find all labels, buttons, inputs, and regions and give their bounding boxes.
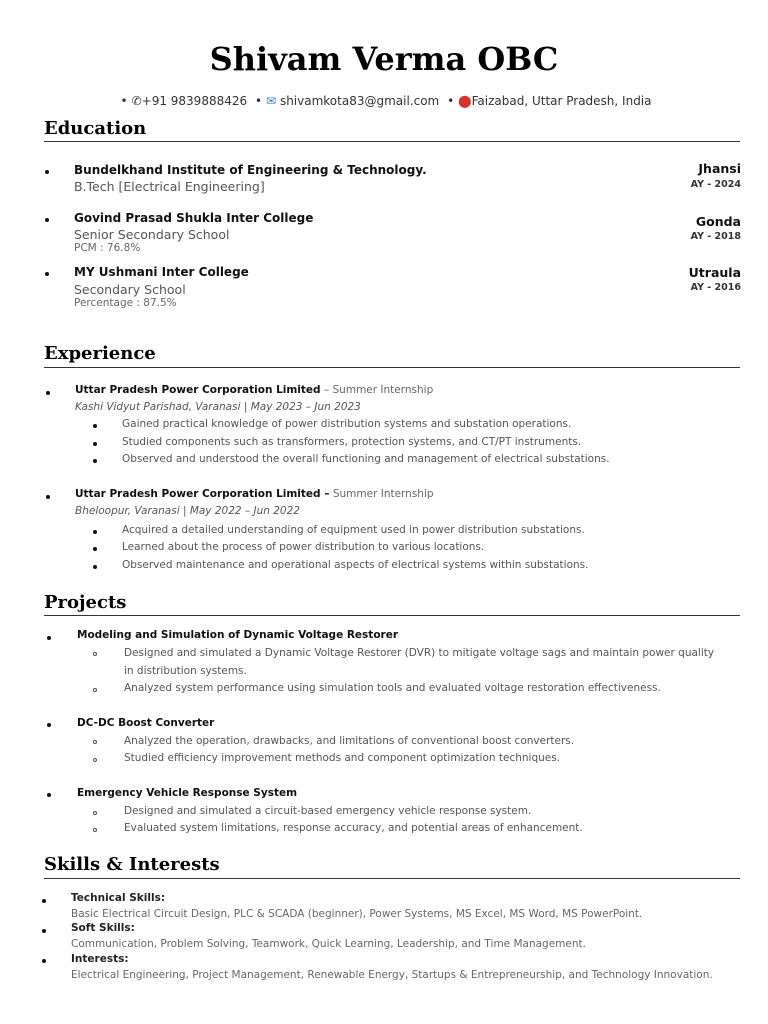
circle-bullet-icon [93,652,97,656]
bullet-icon [42,959,46,963]
bullet-icon [42,899,46,903]
education-location: Utraula [688,265,741,280]
skill-category-technical: Technical Skills: [71,892,166,904]
project-point: Designed and simulated a Dynamic Voltage Restorer (DVR) to mitigate voltage sags and maintain power quality [124,647,715,659]
experience-organization: Uttar Pradesh Power Corporation Limited – Summer Internship [75,488,434,500]
skill-values-interests: Electrical Engineering, Project Management, Renewable Energy, Startups & Entrepreneurship, and Technology Innovation. [71,969,713,981]
project-title: DC-DC Boost Converter [77,717,215,729]
project-point: Evaluated system limitations, response accuracy, and potential areas of enhancement. [124,822,583,834]
contact-line: • ✆+91 9839888426 • ✉ shivamkota83@gmail.com • ⬤Faizabad, Uttar Pradesh, India [120,94,652,108]
section-divider [44,367,740,368]
experience-place-date: Bheloopur, Varanasi | May 2022 – Jun 2022 [75,505,300,517]
experience-role: Summer Internship [332,384,434,396]
section-title-education: Education [44,118,147,139]
experience-role: Summer Internship [332,488,434,500]
section-divider [44,615,740,616]
section-title-experience: Experience [44,343,156,364]
education-institution: Bundelkhand Institute of Engineering & Technology. [74,163,427,177]
bullet-icon [93,547,97,551]
email-address[interactable]: shivamkota83@gmail.com [279,94,440,108]
experience-point: Studied components such as transformers, protection systems, and CT/PT instruments. [122,436,582,448]
bullet-icon [45,218,49,222]
bullet-icon [47,793,51,797]
bullet-icon [47,636,51,640]
project-point: Studied efficiency improvement methods and component optimization techniques. [124,752,561,764]
experience-point: Observed maintenance and operational aspects of electrical systems within substations. [122,559,589,571]
section-divider [44,878,740,879]
education-year: AY - 2018 [690,231,741,242]
skill-category-soft: Soft Skills: [71,922,135,934]
education-degree: Secondary School [74,282,186,297]
education-year: AY - 2024 [690,179,741,190]
experience-point: Learned about the process of power distribution to various locations. [122,541,485,553]
education-degree: B.Tech [Electrical Engineering] [74,179,265,194]
bullet-icon [93,530,97,534]
education-score: Percentage : 87.5% [74,297,177,309]
education-year: AY - 2016 [690,282,741,293]
bullet-icon [47,723,51,727]
bullet-icon [46,391,50,395]
experience-organization: Uttar Pradesh Power Corporation Limited – Summer Internship [75,384,434,396]
experience-point: Acquired a detailed understanding of equipment used in power distribution substations. [122,524,585,536]
circle-bullet-icon [93,758,97,762]
bullet-icon [45,170,49,174]
circle-bullet-icon [93,811,97,815]
bullet-icon [93,459,97,463]
bullet-icon [45,272,49,276]
experience-point: Gained practical knowledge of power distribution systems and substation operations. [122,418,572,430]
skill-values-soft: Communication, Problem Solving, Teamwork, Quick Learning, Leadership, and Time Management. [71,938,586,950]
section-divider [44,141,740,142]
section-title-projects: Projects [44,592,127,613]
location-text: Faizabad, Uttar Pradesh, India [471,94,652,108]
circle-bullet-icon [93,828,97,832]
bullet-icon [42,929,46,933]
circle-bullet-icon [93,688,97,692]
skill-category-interests: Interests: [71,953,129,965]
education-location: Gonda [695,214,741,229]
phone-number[interactable]: +91 9839888426 [141,94,248,108]
project-point: in distribution systems. [124,665,247,677]
section-title-skills: Skills & Interests [44,854,220,875]
bullet-icon [93,442,97,446]
project-point: Analyzed the operation, drawbacks, and limitations of conventional boost converters. [124,735,575,747]
experience-place-date: Kashi Vidyut Parishad, Varanasi | May 2023 – Jun 2023 [75,401,361,413]
education-score: PCM : 76.8% [74,242,141,254]
bullet-icon [93,424,97,428]
bullet-icon [46,495,50,499]
education-location: Jhansi [698,161,741,176]
education-institution: MY Ushmani Inter College [74,265,249,279]
email-icon: ✉ [266,94,277,108]
phone-icon: ✆ [131,94,142,108]
bullet-icon [93,565,97,569]
project-title: Modeling and Simulation of Dynamic Voltage Restorer [77,629,399,641]
project-point: Analyzed system performance using simulation tools and evaluated voltage restoration effectiveness. [124,682,661,694]
education-institution: Govind Prasad Shukla Inter College [74,211,314,225]
location-pin-icon: ⬤ [458,94,472,108]
candidate-name: Shivam Verma OBC [209,40,559,78]
skill-values-technical: Basic Electrical Circuit Design, PLC & SCADA (beginner), Power Systems, MS Excel, MS Word, MS PowerPoint. [71,908,643,920]
experience-point: Observed and understood the overall functioning and management of electrical substations. [122,453,610,465]
circle-bullet-icon [93,740,97,744]
project-point: Designed and simulated a circuit-based emergency vehicle response system. [124,805,532,817]
education-degree: Senior Secondary School [74,227,230,242]
project-title: Emergency Vehicle Response System [77,787,298,799]
